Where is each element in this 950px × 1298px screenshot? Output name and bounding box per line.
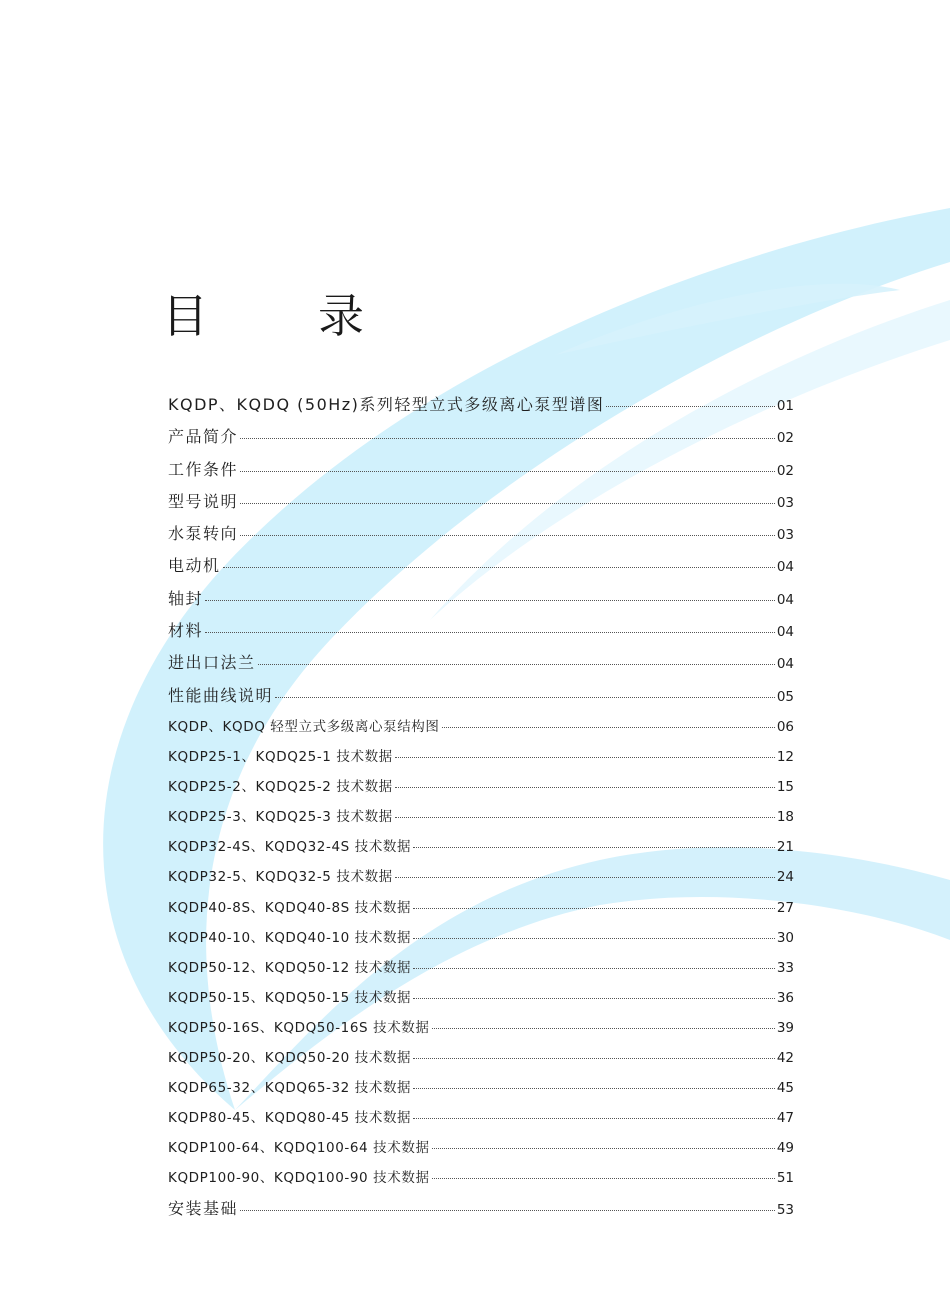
- toc-entry[interactable]: [168, 715, 794, 745]
- toc-entry[interactable]: [168, 586, 794, 618]
- toc-entry-label: KQDP80-45、KQDQ80-45 技术数据: [168, 1110, 412, 1127]
- dot-leader: [413, 908, 775, 909]
- toc-entry[interactable]: [168, 805, 794, 835]
- toc-entry[interactable]: [168, 1136, 794, 1166]
- toc-entry-page-number: 53: [776, 1202, 794, 1219]
- toc-entry-page-number: 02: [776, 430, 794, 447]
- toc-entry-page-number: 39: [776, 1019, 794, 1036]
- toc-entry-page-number: 04: [776, 624, 794, 641]
- toc-entry[interactable]: [168, 745, 794, 775]
- toc-entry-page-number: 03: [776, 494, 794, 511]
- toc-entry-page-number: 04: [776, 656, 794, 673]
- toc-entry[interactable]: [168, 1076, 794, 1106]
- toc-entry[interactable]: [168, 775, 794, 805]
- page-title: 目 录: [162, 289, 396, 343]
- dot-leader: [413, 1088, 775, 1089]
- toc-entry-label: 产品简介: [168, 427, 239, 447]
- toc-entry-label: 水泵转向: [168, 524, 239, 544]
- dot-leader: [275, 697, 775, 698]
- toc-entry-page-number: 47: [776, 1110, 794, 1127]
- dot-leader: [240, 535, 775, 536]
- toc-entry-label: 型号说明: [168, 491, 239, 511]
- toc-entry[interactable]: [168, 1046, 794, 1076]
- toc-entry[interactable]: [168, 926, 794, 956]
- toc-entry-page-number: 18: [776, 809, 794, 826]
- dot-leader: [240, 1210, 775, 1211]
- dot-leader: [205, 600, 775, 601]
- toc-entry-page-number: 01: [776, 398, 794, 414]
- toc-entry-label: KQDP50-20、KQDQ50-20 技术数据: [168, 1050, 412, 1066]
- toc-entry[interactable]: [168, 424, 794, 456]
- toc-entry[interactable]: [168, 956, 794, 986]
- dot-leader: [413, 968, 775, 969]
- toc-entry-label: KQDP25-2、KQDQ25-2 技术数据: [168, 779, 393, 796]
- toc-entry-page-number: 24: [776, 869, 794, 886]
- toc-entry-page-number: 12: [776, 749, 794, 766]
- toc-entry[interactable]: [168, 896, 794, 926]
- toc-entry-label: KQDP100-64、KQDQ100-64 技术数据: [168, 1140, 430, 1157]
- dot-leader: [413, 1118, 775, 1119]
- toc-entry-page-number: 45: [776, 1080, 794, 1097]
- dot-leader: [205, 632, 775, 633]
- toc-entry[interactable]: [168, 835, 794, 865]
- toc-entry-label: KQDP25-1、KQDQ25-1 技术数据: [168, 749, 393, 766]
- toc-entry[interactable]: [168, 1016, 794, 1046]
- toc-entry-label: 材料: [168, 621, 204, 641]
- toc-entry-page-number: 05: [776, 688, 794, 705]
- dot-leader: [240, 471, 775, 472]
- toc-entry[interactable]: [168, 683, 794, 715]
- dot-leader: [606, 406, 774, 407]
- toc-entry[interactable]: [168, 986, 794, 1016]
- toc-entry-page-number: 04: [776, 591, 794, 608]
- toc-entry-label: KQDP50-15、KQDQ50-15 技术数据: [168, 989, 412, 1006]
- toc-entry-label: KQDP25-3、KQDQ25-3 技术数据: [168, 809, 393, 826]
- dot-leader: [240, 503, 775, 504]
- toc-entry-label: KQDP、KQDQ 轻型立式多级离心泵结构图: [168, 718, 440, 735]
- dot-leader: [395, 787, 775, 788]
- toc-entry-page-number: 42: [776, 1050, 794, 1066]
- toc-entry-page-number: 49: [776, 1140, 794, 1157]
- dot-leader: [395, 877, 775, 878]
- toc-entry-page-number: 36: [776, 989, 794, 1006]
- dot-leader: [432, 1178, 775, 1179]
- toc-entry-label: KQDP32-5、KQDQ32-5 技术数据: [168, 869, 393, 886]
- dot-leader: [442, 727, 775, 728]
- toc-entry-label: KQDP32-4S、KQDQ32-4S 技术数据: [168, 839, 412, 856]
- toc-entry[interactable]: [168, 489, 794, 521]
- toc-entry-page-number: 21: [776, 839, 794, 856]
- toc-entry[interactable]: [168, 865, 794, 895]
- toc-entry[interactable]: [168, 618, 794, 650]
- toc-entry-page-number: 30: [776, 929, 794, 946]
- toc-entry-page-number: 06: [776, 718, 794, 735]
- dot-leader: [413, 998, 775, 999]
- toc-entry[interactable]: [168, 521, 794, 553]
- dot-leader: [258, 664, 775, 665]
- toc-entry-label: KQDP、KQDQ (50Hz)系列轻型立式多级离心泵型谱图: [168, 395, 605, 414]
- table-of-contents: [168, 392, 794, 1229]
- toc-entry-page-number: 51: [776, 1170, 794, 1187]
- dot-leader: [413, 847, 775, 848]
- toc-entry-page-number: 02: [776, 462, 794, 479]
- toc-entry-label: 安装基础: [168, 1199, 239, 1219]
- toc-entry-label: KQDP50-16S、KQDQ50-16S 技术数据: [168, 1019, 430, 1036]
- toc-entry-label: 进出口法兰: [168, 653, 256, 673]
- dot-leader: [395, 817, 775, 818]
- toc-entry-label: 轴封: [168, 588, 204, 608]
- toc-entry[interactable]: [168, 1166, 794, 1196]
- toc-entry-page-number: 33: [776, 959, 794, 976]
- toc-entry[interactable]: [168, 553, 794, 585]
- dot-leader: [240, 438, 775, 439]
- toc-entry[interactable]: [168, 1106, 794, 1136]
- dot-leader: [413, 1058, 775, 1059]
- toc-entry-page-number: 04: [776, 559, 794, 576]
- toc-entry-page-number: 15: [776, 779, 794, 796]
- toc-entry-label: 性能曲线说明: [168, 685, 274, 705]
- toc-entry-label: 电动机: [168, 556, 221, 576]
- toc-entry-label: KQDP40-10、KQDQ40-10 技术数据: [168, 929, 412, 946]
- dot-leader: [413, 938, 775, 939]
- toc-entry[interactable]: [168, 457, 794, 489]
- dot-leader: [432, 1148, 775, 1149]
- toc-entry-page-number: 27: [776, 899, 794, 916]
- toc-entry-label: 工作条件: [168, 459, 239, 479]
- toc-entry[interactable]: [168, 650, 794, 682]
- toc-entry[interactable]: [168, 1196, 794, 1228]
- toc-entry[interactable]: [168, 392, 794, 424]
- dot-leader: [432, 1028, 775, 1029]
- toc-entry-label: KQDP65-32、KQDQ65-32 技术数据: [168, 1080, 412, 1097]
- dot-leader: [395, 757, 775, 758]
- toc-entry-page-number: 03: [776, 527, 794, 544]
- toc-entry-label: KQDP100-90、KQDQ100-90 技术数据: [168, 1170, 430, 1187]
- dot-leader: [223, 567, 775, 568]
- toc-entry-label: KQDP40-8S、KQDQ40-8S 技术数据: [168, 899, 412, 916]
- toc-entry-label: KQDP50-12、KQDQ50-12 技术数据: [168, 959, 412, 976]
